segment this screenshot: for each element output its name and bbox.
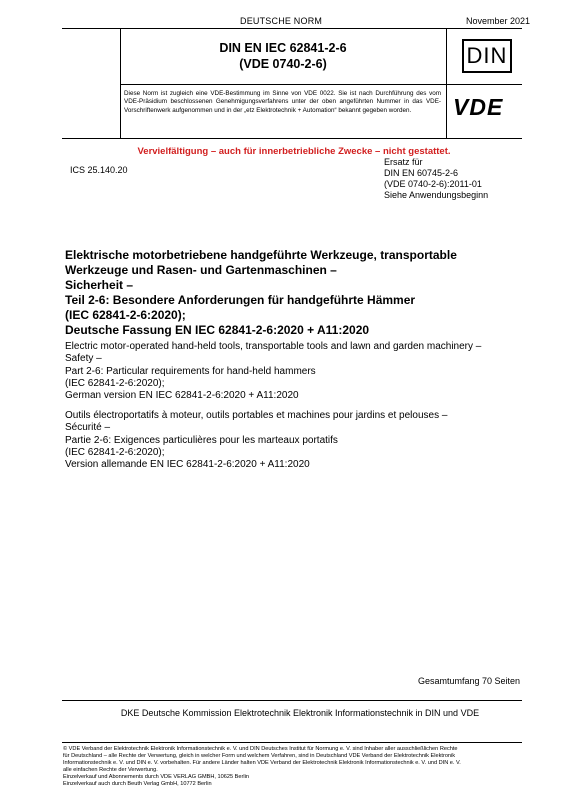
header-divider-right	[446, 28, 447, 138]
title-en-line: Part 2-6: Particular requirements for hand-held hammers	[65, 365, 316, 377]
copy-warning: Vervielfältigung – auch für innerbetriebliche Zwecke – nicht gestattet.	[137, 146, 451, 157]
footer-line: für Deutschland – alle Rechte der Verwertung, gleich in welcher Form und welchem Verfahren, sind in Deutschland VDE Verband der Elektrotechnik Elektronik	[63, 752, 456, 759]
title-fr-line: Outils électroportatifs à moteur, outils portables et machines pour jardins et pelouses –	[65, 410, 448, 421]
header-date: November 2021	[465, 16, 530, 26]
header-top-rule	[62, 28, 522, 29]
document-number	[120, 40, 446, 72]
title-en-line: German version EN IEC 62841-2-6:2020 + A11:2020	[65, 390, 299, 402]
title-de-line: Deutsche Fassung EN IEC 62841-2-6:2020 + A11:2020	[65, 323, 370, 337]
title-fr-line: Partie 2-6: Exigences particulières pour les marteaux portatifs	[65, 434, 338, 446]
footer-top-rule	[62, 742, 522, 743]
title-en-line: Safety –	[65, 353, 102, 365]
din-logo: DIN	[462, 39, 512, 73]
title-de-line: Teil 2-6: Besondere Anforderungen für handgeführte Hämmer	[65, 293, 416, 307]
replacement-line: Ersatz für	[384, 157, 423, 167]
footer-line: Informationstechnik e. V. und DIN e. V. vorbehalten. Für andere Länder halten VDE Verband der Elektrotechnik Elektronik Informationstechnik e. V. und DIN e. V.	[63, 759, 461, 766]
title-french	[65, 410, 530, 471]
title-fr-line: Sécurité –	[65, 422, 111, 434]
title-de-line: Werkzeuge und Rasen- und Gartenmaschinen –	[65, 263, 337, 277]
header-bottom-rule	[62, 138, 522, 139]
title-de-line: Elektrische motorbetriebene handgeführte Werkzeuge, transportable	[65, 248, 457, 262]
header-org: DEUTSCHE NORM	[240, 16, 323, 26]
title-fr-line: Version allemande EN IEC 62841-2-6:2020 + A11:2020	[65, 459, 310, 471]
title-english	[65, 341, 530, 402]
document-number-line2: (VDE 0740-2-6)	[239, 57, 327, 71]
title-german	[65, 248, 525, 338]
replacement-info	[384, 157, 488, 201]
replacement-line: (VDE 0740-2-6):2011-01	[384, 179, 482, 189]
footer-line: Einzelverkauf auch durch Beuth Verlag GmbH, 10772 Berlin	[63, 780, 212, 787]
replacement-line: DIN EN 60745-2-6	[384, 168, 459, 178]
title-de-line: Sicherheit –	[65, 278, 134, 292]
vde-statement: Diese Norm ist zugleich eine VDE-Bestimmung im Sinne von VDE 0022. Sie ist nach Durchführung des vom VDE-Präsidium beschlossenen Genehmigungsverfahrens unter der oben angeführten Nummer in das VDE-Vorschriftenwerk aufgenommen und in der „etz Elektrotechnik + Automation“ bekannt gegeben worden.	[124, 90, 441, 114]
vde-logo: VDE	[453, 94, 504, 120]
ics-code: ICS 25.140.20	[70, 165, 128, 175]
replacement-line: Siehe Anwendungsbeginn	[384, 190, 489, 200]
title-en-line: (IEC 62841-2-6:2020);	[65, 377, 165, 389]
document-number-line1: DIN EN IEC 62841-2-6	[219, 41, 347, 55]
title-en-line: Electric motor-operated hand-held tools, transportable tools and lawn and garden machinery –	[65, 341, 482, 352]
footer-line: Einzelverkauf und Abonnements durch VDE VERLAG GMBH, 10625 Berlin	[63, 773, 249, 780]
title-fr-line: (IEC 62841-2-6:2020);	[65, 446, 165, 458]
title-de-line: (IEC 62841-2-6:2020);	[65, 308, 186, 322]
total-pages: Gesamtumfang 70 Seiten	[417, 676, 520, 686]
footer-copyright	[63, 746, 523, 787]
dke-top-rule	[62, 700, 522, 701]
dke-line: DKE Deutsche Kommission Elektrotechnik Elektronik Informationstechnik in DIN und VDE	[120, 708, 480, 718]
footer-line: alle einfachen Rechte der Verwertung.	[63, 766, 158, 773]
footer-line: © VDE Verband der Elektrotechnik Elektronik Informationstechnik e. V. und DIN Deutsches Institut für Normung e. V. sind Inhaber aller ausschließlichen Rechte	[63, 746, 458, 752]
header-middle-rule	[120, 84, 522, 85]
